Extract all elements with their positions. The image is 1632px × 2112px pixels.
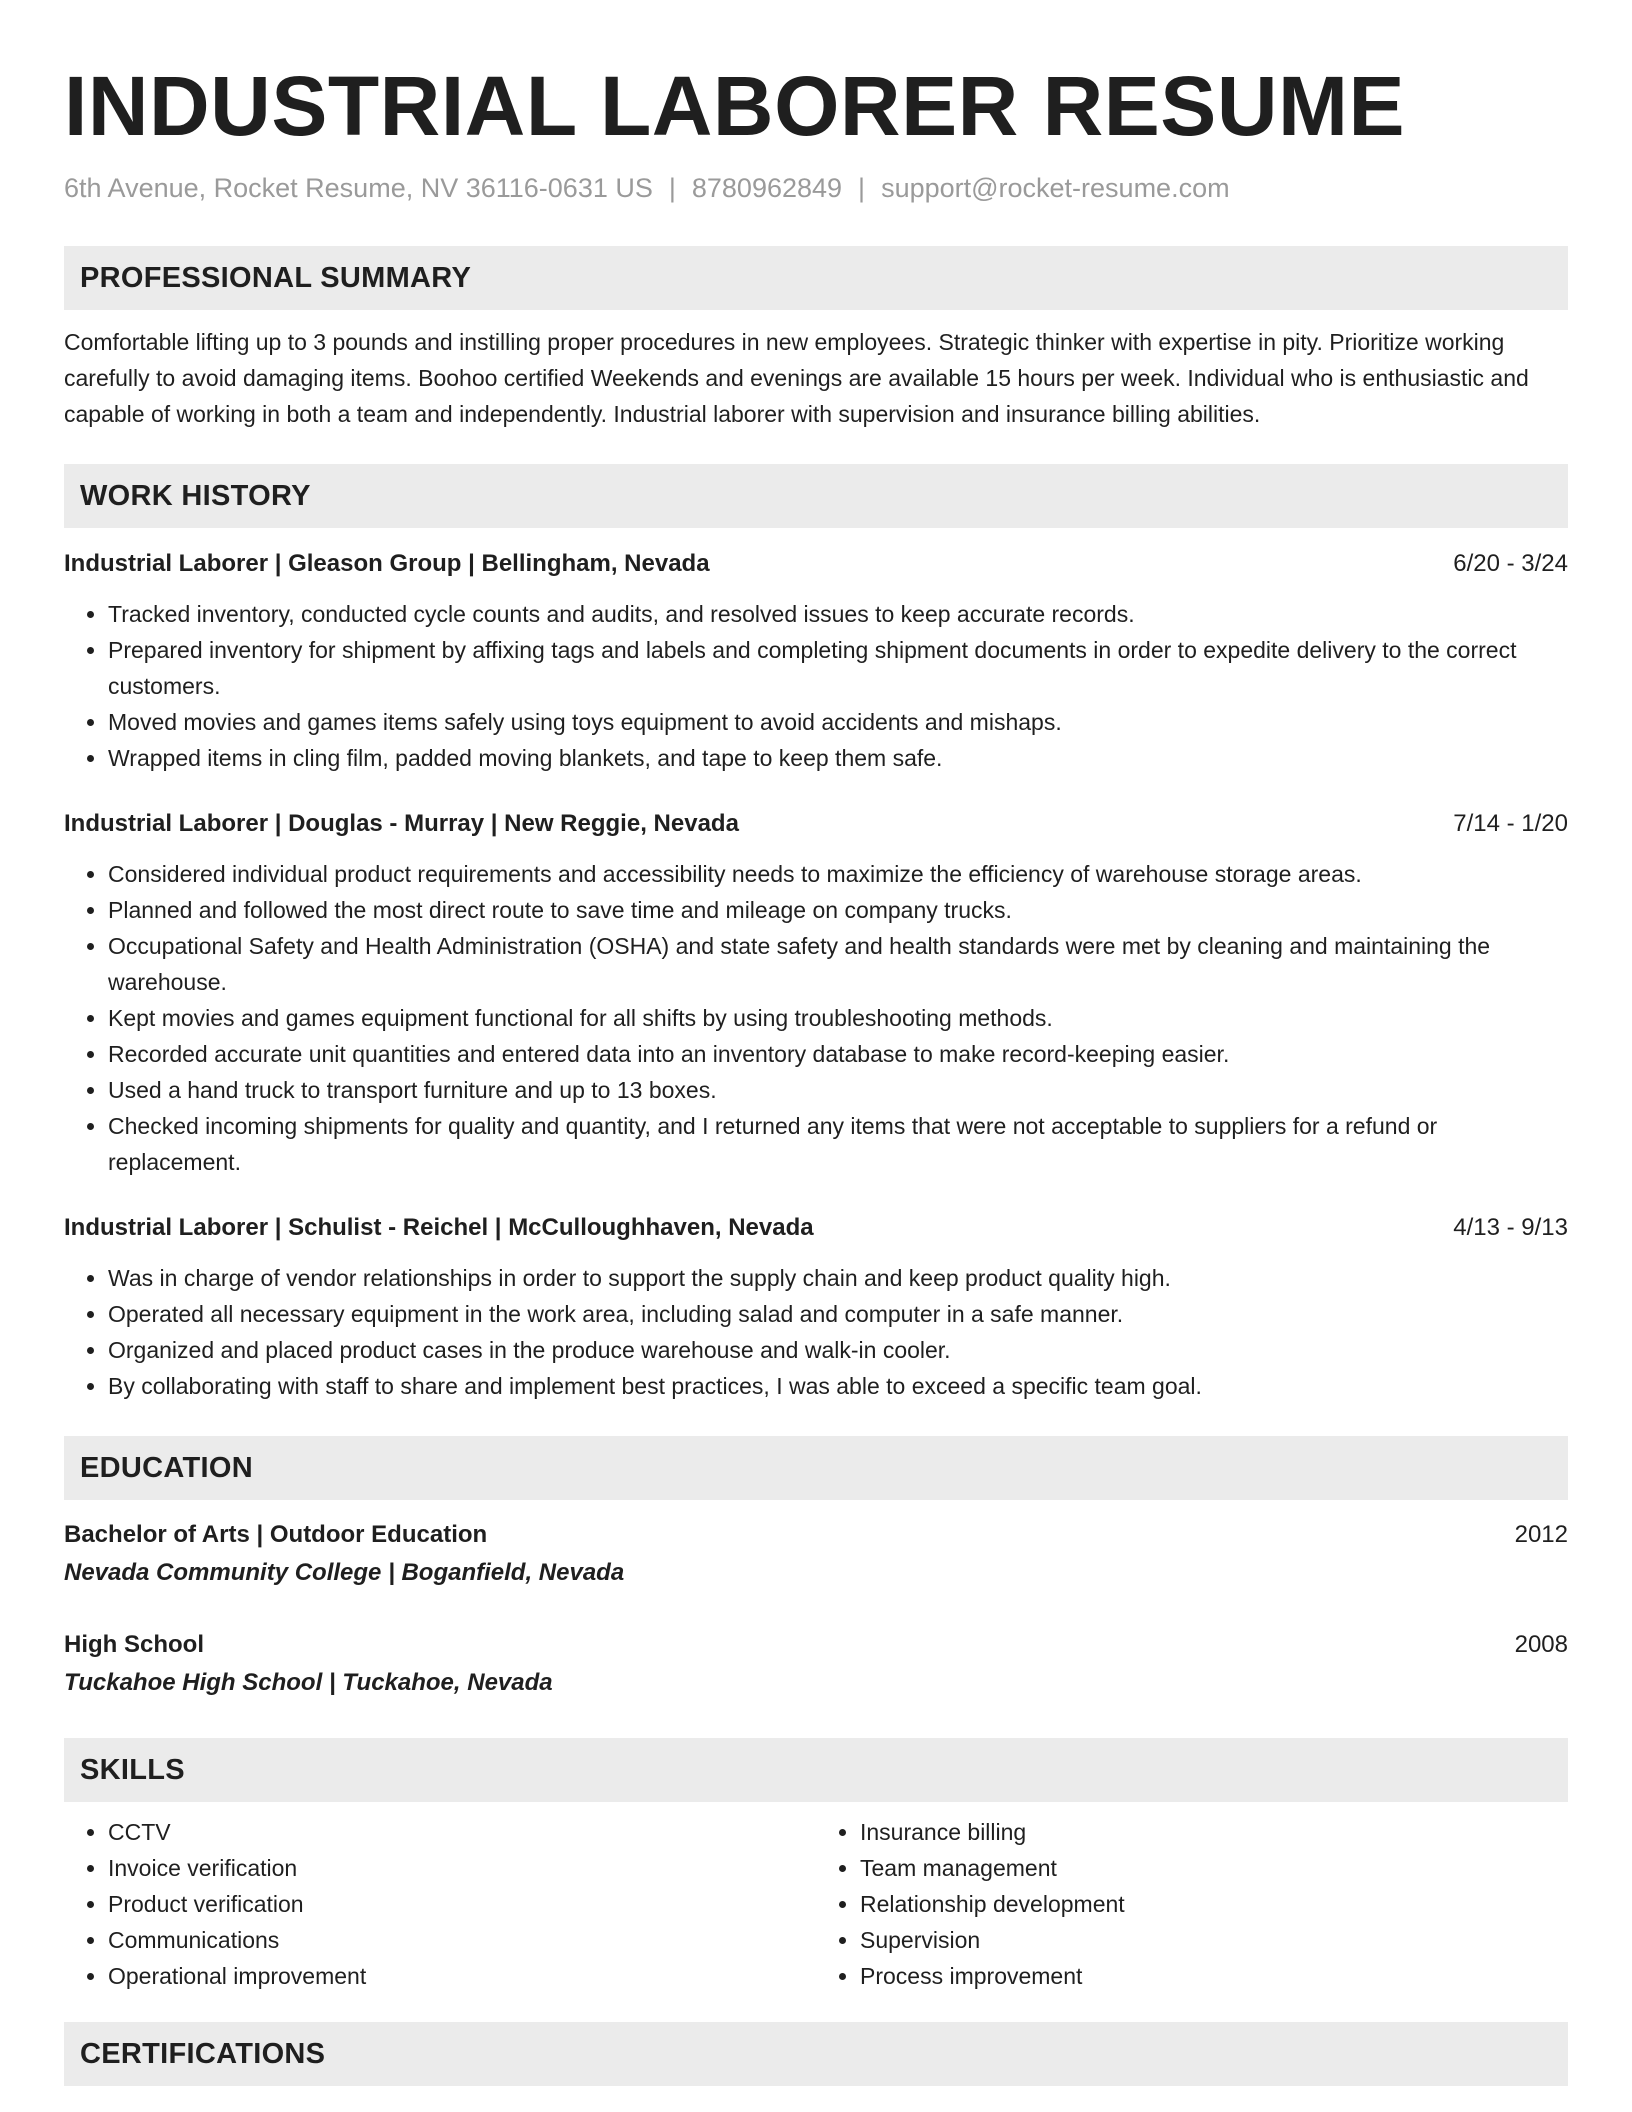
skill-item: • Product verification <box>108 1886 816 1922</box>
section-header-certifications: CERTIFICATIONS <box>64 2022 1568 2086</box>
section-header-work-history: WORK HISTORY <box>64 464 1568 528</box>
skills-column-left <box>64 1814 816 1994</box>
job-bullet: • Organized and placed product cases in the produce warehouse and walk-in cooler. <box>108 1332 1568 1368</box>
skill-item: • Process improvement <box>860 1958 1568 1994</box>
education-details <box>64 1516 624 1592</box>
job-dates: 7/14 - 1/20 <box>1453 810 1568 837</box>
skill-item: • Operational improvement <box>108 1958 816 1994</box>
contact-separator: | <box>668 173 676 203</box>
skills-column-right <box>816 1814 1568 1994</box>
education-school: Tuckahoe High School | Tuckahoe, Nevada <box>64 1669 553 1696</box>
job-header <box>64 546 1568 582</box>
resume-content <box>64 56 1568 2086</box>
job-bullet: • Kept movies and games equipment functional for all shifts by using troubleshooting methods. <box>108 1000 1568 1036</box>
education-details <box>64 1626 553 1702</box>
job-bullet: • Moved movies and games items safely using toys equipment to avoid accidents and mishaps. <box>108 704 1568 740</box>
summary-text: Comfortable lifting up to 3 pounds and instilling proper procedures in new employees. Strategic thinker with expertise in pity. Prioritize working carefully to avoid damaging items. Boohoo certified Weekends and evenings are available 15 hours per week. Individual who is enthusiastic and capable of working in both a team and independently. Industrial laborer with supervision and insurance billing abilities. <box>64 329 1529 427</box>
job-bullet: • Planned and followed the most direct route to save time and mileage on company trucks. <box>108 892 1568 928</box>
skills-list <box>64 1814 1568 1994</box>
job-bullets <box>64 1260 1568 1404</box>
job-bullet: • Operated all necessary equipment in the work area, including salad and computer in a safe manner. <box>108 1296 1568 1332</box>
skill-item: • Team management <box>860 1850 1568 1886</box>
job-bullet: • Checked incoming shipments for quality and quantity, and I returned any items that were not acceptable to suppliers for a refund or replacement. <box>108 1108 1568 1180</box>
job-header <box>64 1210 1568 1246</box>
section-header-skills: SKILLS <box>64 1738 1568 1802</box>
section-header-education: EDUCATION <box>64 1436 1568 1500</box>
skill-item: • Supervision <box>860 1922 1568 1958</box>
job-bullet: • Was in charge of vendor relationships in order to support the supply chain and keep product quality high. <box>108 1260 1568 1296</box>
education-school: Nevada Community College | Boganfield, Nevada <box>64 1559 625 1586</box>
job-dates: 4/13 - 9/13 <box>1453 1214 1568 1241</box>
skill-item: • Relationship development <box>860 1886 1568 1922</box>
job-title: Industrial Laborer | Gleason Group | Bellingham, Nevada <box>64 550 710 577</box>
job-bullet: • Tracked inventory, conducted cycle counts and audits, and resolved issues to keep accurate records. <box>108 596 1568 632</box>
education-degree: Bachelor of Arts | Outdoor Education <box>64 1521 488 1548</box>
education-entry <box>64 1626 1568 1702</box>
job-bullets <box>64 596 1568 776</box>
resume-title: INDUSTRIAL LABORER RESUME <box>64 59 1405 153</box>
job-bullet: • Prepared inventory for shipment by affixing tags and labels and completing shipment documents in order to expedite delivery to the correct customers. <box>108 632 1568 704</box>
job-title: Industrial Laborer | Douglas - Murray | New Reggie, Nevada <box>64 810 739 837</box>
section-header-summary: PROFESSIONAL SUMMARY <box>64 246 1568 310</box>
job-title: Industrial Laborer | Schulist - Reichel | McCulloughhaven, Nevada <box>64 1214 814 1241</box>
skill-item: • Insurance billing <box>860 1814 1568 1850</box>
education-year: 2012 <box>1514 1521 1568 1548</box>
skill-item: • CCTV <box>108 1814 816 1850</box>
job-entry <box>64 546 1568 776</box>
skill-item: • Invoice verification <box>108 1850 816 1886</box>
contact-separator: | <box>858 173 866 203</box>
contact-address: 6th Avenue, Rocket Resume, NV 36116-0631 US <box>64 173 653 203</box>
job-bullet: • Used a hand truck to transport furniture and up to 13 boxes. <box>108 1072 1568 1108</box>
contact-line <box>64 170 1568 206</box>
job-entry <box>64 1210 1568 1404</box>
job-bullet: • By collaborating with staff to share and implement best practices, I was able to exceed a specific team goal. <box>108 1368 1568 1404</box>
job-bullet: • Considered individual product requirements and accessibility needs to maximize the efficiency of warehouse storage areas. <box>108 856 1568 892</box>
job-bullets <box>64 856 1568 1180</box>
job-dates: 6/20 - 3/24 <box>1453 550 1568 577</box>
contact-phone: 8780962849 <box>691 173 843 203</box>
job-bullet: • Recorded accurate unit quantities and entered data into an inventory database to make record-keeping easier. <box>108 1036 1568 1072</box>
education-entry <box>64 1516 1568 1592</box>
job-entry <box>64 806 1568 1180</box>
contact-email: support@rocket-resume.com <box>881 173 1230 203</box>
job-bullet: • Wrapped items in cling film, padded moving blankets, and tape to keep them safe. <box>108 740 1568 776</box>
job-bullet: • Occupational Safety and Health Administration (OSHA) and state safety and health standards were met by cleaning and maintaining the warehouse. <box>108 928 1568 1000</box>
skill-item: • Communications <box>108 1922 816 1958</box>
education-year: 2008 <box>1514 1631 1568 1658</box>
job-header <box>64 806 1568 842</box>
education-degree: High School <box>64 1631 204 1658</box>
